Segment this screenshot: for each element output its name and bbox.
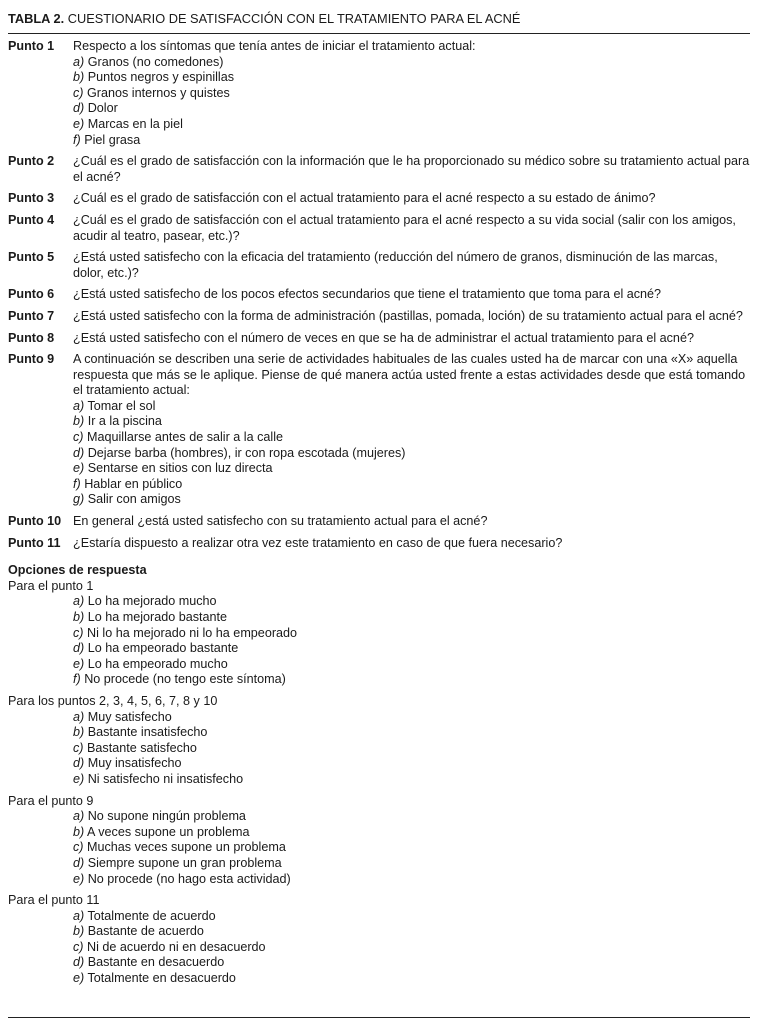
sub-item [73,430,750,446]
option-group-label: Para los puntos 2, 3, 4, 5, 6, 7, 8 y 10 [8,693,218,708]
question-body [73,287,750,303]
sub-item-letter: f) [73,132,81,147]
sub-item-text: Ni satisfecho ni insatisfecho [87,771,244,786]
sub-item [73,133,750,149]
question-item [8,309,750,325]
sub-item-letter: d) [73,445,85,460]
sub-item-letter: d) [73,641,85,656]
sub-item-text: Ir a la piscina [87,414,162,429]
sub-item-text: Muy satisfecho [87,709,172,724]
sub-item-letter: b) [73,70,85,85]
sub-item-letter: a) [73,908,85,923]
question-text: ¿Está usted satisfecho de los pocos efectos secundarios que tiene el tratamiento que toma para el acné? [73,287,662,302]
sub-item-text: A veces supone un problema [87,824,250,839]
sub-item [73,641,750,657]
sub-item [73,101,750,117]
sub-item [73,477,750,493]
option-group [8,794,750,888]
sub-item [73,117,750,133]
sub-item-text: Totalmente de acuerdo [87,908,216,923]
option-group [8,893,750,987]
sub-item-letter: b) [73,924,85,939]
question-text: ¿Cuál es el grado de satisfacción con el actual tratamiento para el acné respecto a su vida social (salir con los amigos, acudir al teatro, pasear, etc.)? [73,212,736,243]
sub-item-text: Muy insatisfecho [87,756,182,771]
question-item [8,154,750,185]
question-body [73,154,750,185]
sub-item [73,70,750,86]
questionnaire-items [8,39,750,551]
sub-item-letter: c) [73,85,84,100]
sub-item-letter: c) [73,939,84,954]
question-item [8,250,750,281]
sub-item [73,672,750,688]
sub-item-text: Marcas en la piel [87,116,183,131]
sub-item-text: Bastante insatisfecho [87,725,208,740]
sub-item [73,840,750,856]
question-text: A continuación se describen una serie de actividades habituales de las cuales usted ha de marcar con una «X» aquella respuesta que más se le aplique. Piense de qué manera actúa usted frente a estas actividades desde que está tomando el tratamiento actual: [73,352,746,398]
sub-item-letter: c) [73,740,84,755]
sub-item [73,461,750,477]
sub-item-text: Bastante de acuerdo [87,924,204,939]
sub-item-text: Granos (no comedones) [87,54,224,69]
question-body [73,536,750,552]
question-item [8,352,750,508]
question-text: ¿Está usted satisfecho con el número de veces en que se ha de administrar el actual tratamiento para el acné? [73,330,694,345]
sub-item-letter: d) [73,756,85,771]
sub-item-text: Totalmente en desacuerdo [87,971,236,986]
question-body [73,39,750,148]
sub-item [73,55,750,71]
sub-item-text: Sentarse en sitios con luz directa [87,461,273,476]
sub-item [73,414,750,430]
table-title [8,0,750,33]
sub-item [73,909,750,925]
sub-item [73,492,750,508]
sub-item-text: Hablar en público [84,476,183,491]
sub-item-text: Lo ha mejorado bastante [87,610,228,624]
question-item [8,39,750,148]
sub-item-letter: a) [73,594,85,609]
sub-item-letter: a) [73,809,85,824]
question-body [73,352,750,508]
sub-item [73,446,750,462]
sub-item-letter: e) [73,771,85,786]
sub-item-letter: a) [73,54,85,69]
sub-item [73,657,750,673]
sub-item [73,971,750,987]
question-text: ¿Está usted satisfecho con la eficacia del tratamiento (reducción del número de granos, disminución de las marcas, dolor, etc.)? [73,250,718,280]
sub-item-letter: e) [73,656,85,671]
sub-item [73,626,750,642]
question-label: Punto 11 [8,535,61,550]
bottom-rule [8,1017,750,1018]
question-body [73,331,750,347]
question-label: Punto 4 [8,212,55,227]
sub-item [73,610,750,626]
question-body [73,309,750,325]
sub-item-text: No procede (no hago esta actividad) [87,871,291,886]
question-body [73,514,750,530]
sub-item-letter: e) [73,116,85,131]
option-group-list [8,594,750,688]
sub-item-letter: f) [73,672,81,687]
question-label: Punto 10 [8,514,62,529]
options-heading: Opciones de respuesta [8,563,147,578]
sub-item [73,710,750,726]
sub-item-text: Tomar el sol [87,398,156,413]
sub-item-letter: d) [73,955,85,970]
question-label: Punto 1 [8,39,55,53]
sub-item-text: Lo ha mejorado mucho [87,594,217,609]
sub-item-text: No supone ningún problema [87,809,246,824]
question-label: Punto 6 [8,287,55,302]
option-group-list [8,710,750,788]
question-label: Punto 3 [8,191,55,206]
question-text: Respecto a los síntomas que tenía antes de iniciar el tratamiento actual: [73,39,476,53]
sub-item [73,809,750,825]
table-title-text: CUESTIONARIO DE SATISFACCIÓN CON EL TRATAMIENTO PARA EL ACNÉ [67,11,521,26]
table-title-label: TABLA 2. [8,11,65,26]
sub-item [73,399,750,415]
question-text: En general ¿está usted satisfecho con su tratamiento actual para el acné? [73,514,488,529]
question-label: Punto 9 [8,352,55,367]
sub-item-letter: e) [73,461,85,476]
sub-item [73,940,750,956]
option-group [8,579,750,688]
option-group-list [8,909,750,987]
question-body [73,191,750,207]
document-page [8,0,750,993]
sub-item-letter: e) [73,871,85,886]
sub-item-text: Granos internos y quistes [87,85,230,100]
sub-item-text: Ni de acuerdo ni en desacuerdo [87,939,266,954]
sub-item-text: Puntos negros y espinillas [87,70,235,85]
sub-item-letter: f) [73,476,81,491]
sub-item-letter: d) [73,855,85,870]
sub-item-letter: e) [73,971,85,986]
sub-item [73,924,750,940]
sub-item-letter: b) [73,414,85,429]
question-item [8,287,750,303]
options-groups [8,579,750,987]
question-body [73,250,750,281]
option-group [8,694,750,788]
sub-item [73,955,750,971]
question-label: Punto 5 [8,250,55,265]
question-item [8,213,750,244]
response-options [8,563,750,986]
sub-item-text: Bastante en desacuerdo [87,955,225,970]
sub-item [73,756,750,772]
sub-item-text: Ni lo ha mejorado ni lo ha empeorado [87,625,298,640]
sub-item [73,856,750,872]
sub-item [73,725,750,741]
sub-item-letter: c) [73,625,84,640]
sub-item-letter: g) [73,492,85,507]
option-group-label: Para el punto 1 [8,578,94,593]
sub-item-text: No procede (no tengo este síntoma) [84,672,286,687]
sub-item-text: Salir con amigos [87,492,181,507]
sub-item [73,772,750,788]
sub-item-text: Lo ha empeorado mucho [87,656,228,671]
sub-item-letter: b) [73,610,85,624]
question-label: Punto 8 [8,330,55,345]
question-text: ¿Cuál es el grado de satisfacción con el actual tratamiento para el acné respecto a su estado de ánimo? [73,191,656,206]
question-label: Punto 7 [8,308,55,323]
sub-item-text: Lo ha empeorado bastante [87,641,239,656]
top-rule [8,33,750,34]
question-text: ¿Estaría dispuesto a realizar otra vez este tratamiento en caso de que fuera necesario? [73,535,563,550]
sub-item [73,86,750,102]
option-group-list [8,809,750,887]
question-item [8,514,750,530]
sub-item-letter: d) [73,101,85,116]
sub-item-text: Dejarse barba (hombres), ir con ropa escotada (mujeres) [87,445,406,460]
sub-item-text: Muchas veces supone un problema [87,840,286,855]
question-item [8,536,750,552]
question-label: Punto 2 [8,154,55,169]
question-body [73,213,750,244]
sub-item-text: Siempre supone un gran problema [87,855,282,870]
sub-item-letter: a) [73,709,85,724]
sub-item-text: Piel grasa [84,132,141,147]
sub-item-letter: a) [73,398,85,413]
question-text: ¿Está usted satisfecho con la forma de administración (pastillas, pomada, loción) de su tratamiento actual para el acné? [73,308,743,323]
sub-item-text: Bastante satisfecho [87,740,197,755]
sub-item-letter: b) [73,725,85,740]
sub-item-text: Maquillarse antes de salir a la calle [87,430,284,445]
question-item [8,191,750,207]
option-group-label: Para el punto 11 [8,893,100,908]
sub-item [73,741,750,757]
sub-item [73,872,750,888]
sub-item-letter: b) [73,824,85,839]
sub-item [73,825,750,841]
question-item [8,331,750,347]
question-text: ¿Cuál es el grado de satisfacción con la información que le ha proporcionado su médico sobre su tratamiento actual para el acné? [73,154,750,184]
option-group-label: Para el punto 9 [8,793,94,808]
sub-item-text: Dolor [87,101,118,116]
sub-item [73,594,750,610]
sub-item-letter: c) [73,430,84,445]
sub-item-letter: c) [73,840,84,855]
